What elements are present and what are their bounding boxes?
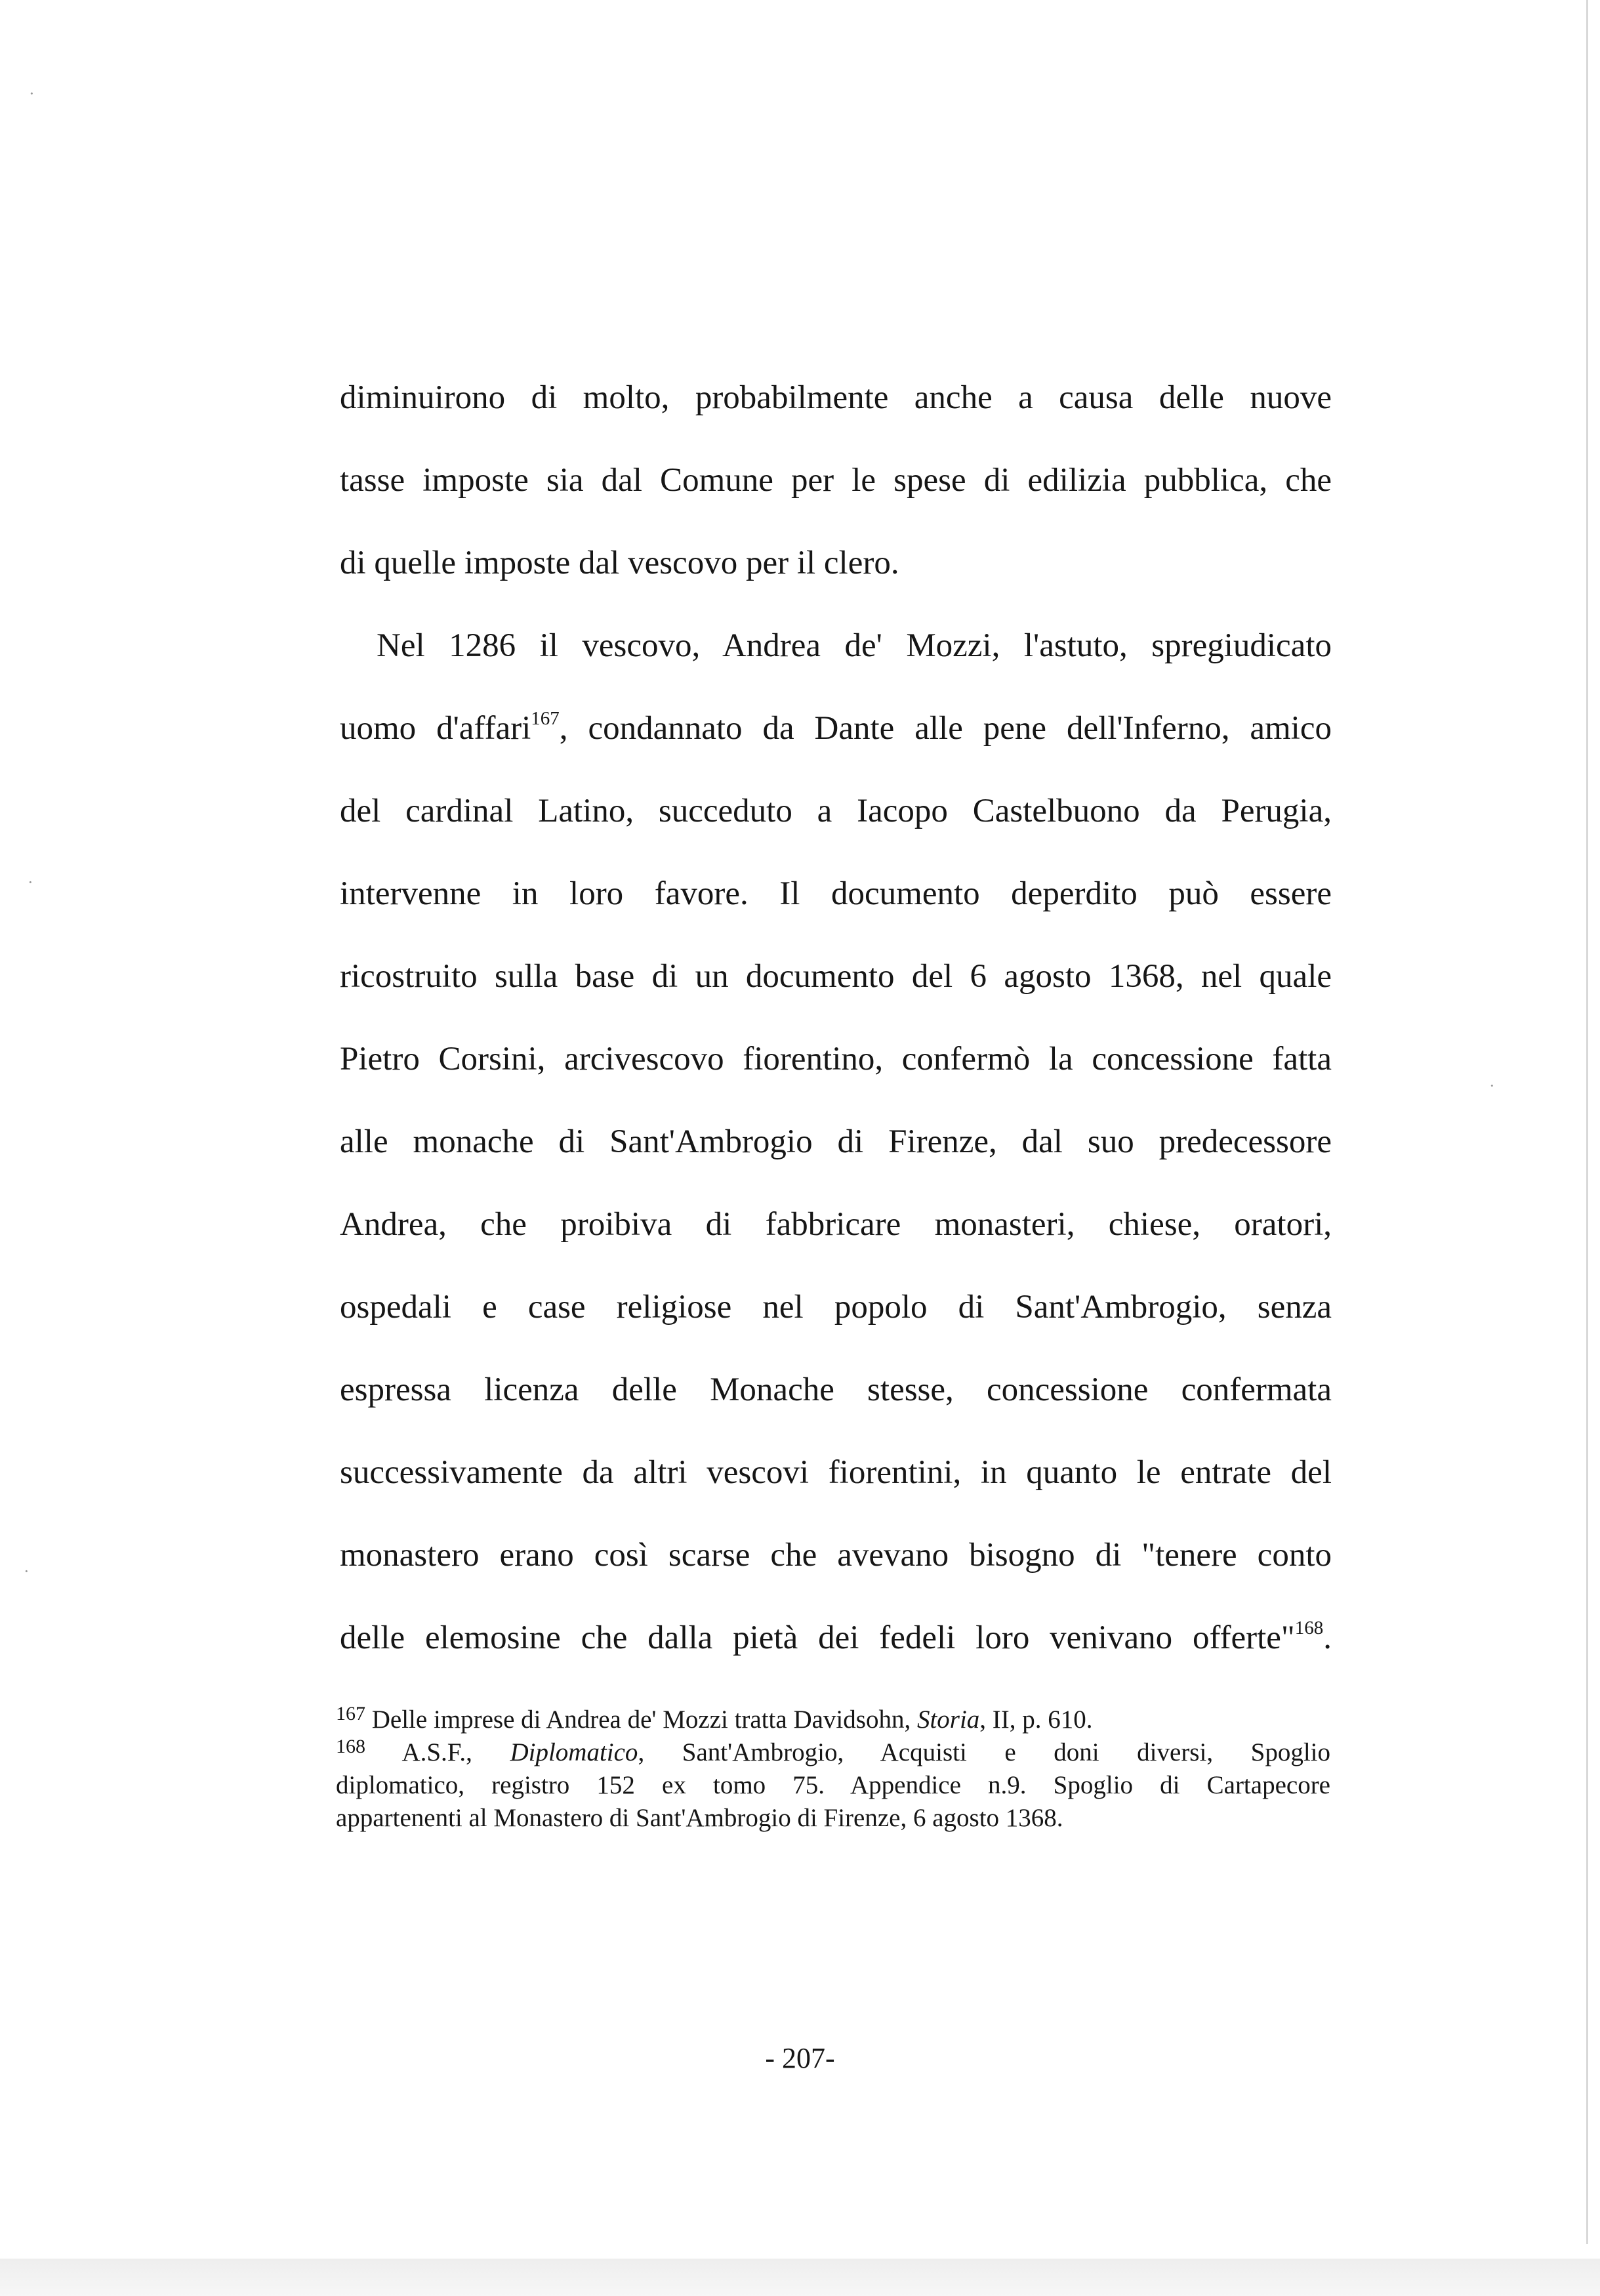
footnote-number: 167 — [336, 1703, 365, 1724]
body-line: espressa licenza delle Monache stesse, concessione confermata — [340, 1371, 1332, 1408]
scan-speck: · — [29, 84, 35, 103]
body-text-run: , condannato da Dante alle pene dell'Inferno, amico — [559, 710, 1332, 747]
body-line: di quelle imposte dal vescovo per il clero. — [340, 545, 899, 581]
footnote-italic-title: Storia — [916, 1705, 980, 1734]
footnote-text: Delle imprese di Andrea de' Mozzi tratta Davidsohn, — [371, 1705, 917, 1734]
footnote-168 — [336, 1736, 1330, 1769]
scan-speck: · — [1489, 1076, 1495, 1095]
footnote-168-continuation: appartenenti al Monastero di Sant'Ambrogio di Firenze, 6 agosto 1368. — [336, 1804, 1063, 1832]
scan-speck: · — [28, 873, 33, 892]
body-line: del cardinal Latino, succeduto a Iacopo Castelbuono da Perugia, — [340, 793, 1332, 829]
page-edge — [1586, 0, 1588, 2244]
body-line: intervenne in loro favore. Il documento deperdito può essere — [340, 875, 1332, 912]
body-line: tasse imposte sia dal Comune per le spese di edilizia pubblica, che — [340, 462, 1332, 499]
footnote-reference: 167 — [531, 708, 560, 729]
body-line: alle monache di Sant'Ambrogio di Firenze, dal suo predecessore — [340, 1123, 1332, 1160]
body-text — [340, 367, 1332, 1690]
body-line: ricostruito sulla base di un documento del 6 agosto 1368, nel quale — [340, 958, 1332, 995]
footnote-text: , Sant'Ambrogio, Acquisti e doni diversi, Spoglio — [638, 1738, 1331, 1766]
body-line: Nel 1286 il vescovo, Andrea de' Mozzi, l'astuto, spregiudicato — [377, 627, 1332, 664]
body-text-run: uomo d'affari — [340, 710, 531, 747]
footnote-italic-title: Diplomatico — [510, 1738, 638, 1766]
body-line: ospedali e case religiose nel popolo di Sant'Ambrogio, senza — [340, 1289, 1332, 1325]
page-bottom-edge — [0, 2259, 1600, 2296]
body-line — [340, 698, 1332, 781]
body-line: successivamente da altri vescovi fiorentini, in quanto le entrate del — [340, 1454, 1332, 1491]
footnote-167 — [336, 1703, 1330, 1736]
page-number: - 207- — [765, 2042, 835, 2074]
body-line: Andrea, che proibiva di fabbricare monasteri, chiese, oratori, — [340, 1206, 1332, 1243]
footnote-number: 168 — [336, 1736, 365, 1757]
body-line — [340, 1608, 1332, 1690]
footnote-reference: 168 — [1294, 1618, 1324, 1639]
body-text-run: . — [1323, 1619, 1332, 1656]
footnote-text: , II, p. 610. — [979, 1705, 1093, 1734]
footnote-text: A.S.F., — [401, 1738, 510, 1766]
body-text-run: delle elemosine che dalla pietà dei fedeli loro venivano offerte" — [340, 1619, 1295, 1656]
footnote-168-continuation: diplomatico, registro 152 ex tomo 75. Appendice n.9. Spoglio di Cartapecore — [336, 1771, 1330, 1799]
body-line: monastero erano così scarse che avevano bisogno di "tenere conto — [340, 1537, 1332, 1574]
body-line: diminuirono di molto, probabilmente anche a causa delle nuove — [340, 379, 1332, 416]
footnotes — [336, 1703, 1330, 1835]
scan-speck: · — [24, 1562, 30, 1581]
body-line: Pietro Corsini, arcivescovo fiorentino, confermò la concessione fatta — [340, 1041, 1332, 1077]
